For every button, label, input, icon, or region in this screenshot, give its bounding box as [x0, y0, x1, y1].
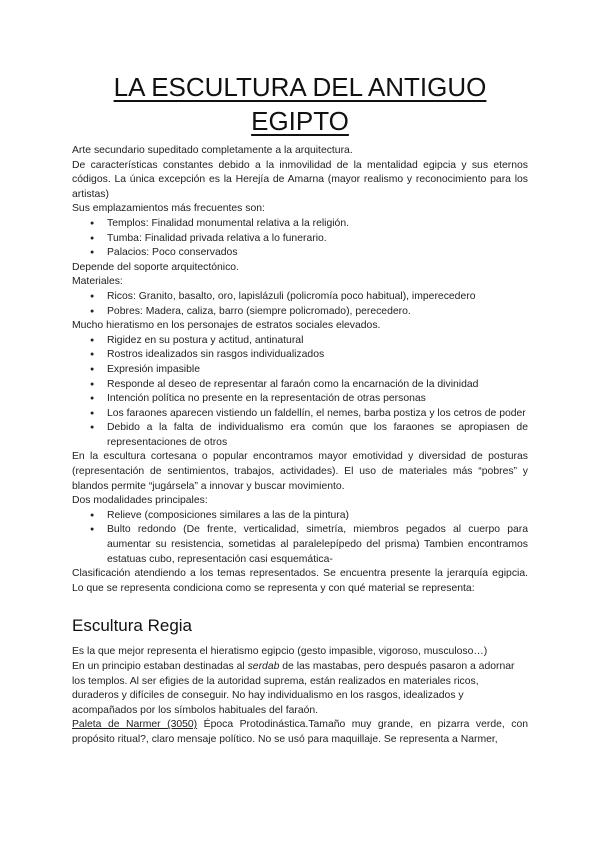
modalidades-list: [72, 509, 528, 567]
clasificacion-paragraph: Clasificación atendiendo a los temas representados. Se encuentra presente la jerarquía egipcia. Lo que se representa condiciona como se representa y con qué material se representa:: [72, 568, 528, 594]
text-span: de las mastabas, pero después pasaron a adornar los templos. Al ser efigies de la autoridad suprema, están realizados en materiales ricos, duraderos y difíciles de conseguir. No hay individualismo en los rasgos, idealizados y acompañados por los símbolos habituales del faraón.: [72, 661, 515, 716]
document-page: [72, 70, 528, 748]
paleta-paragraph: [72, 718, 528, 747]
materiales-label: Materiales:: [72, 276, 123, 288]
intro-paragraph: Arte secundario supeditado completamente a la arquitectura.: [72, 145, 353, 156]
cortesana-paragraph: En la escultura cortesana o popular encontramos mayor emotividad y diversidad de posturas (representación de sentimientos, trabajos, actividades). El uso de materiales más “pobres” y blandos permite “jugársela” a innovar y buscar movimiento.: [72, 451, 528, 492]
document-title: LA ESCULTURA DEL ANTIGUO EGIPTO: [113, 72, 487, 136]
text-span: En un principio estaban destinadas al: [72, 661, 248, 672]
materiales-list: [72, 290, 528, 319]
hieratismo-list: [72, 334, 528, 451]
list-item: ● Debido a la falta de individualismo era común que los faraones se apropiasen de representaciones de otros: [107, 421, 528, 450]
list-item: ● Pobres: Madera, caliza, barro (siempre policromado), perecedero.: [107, 305, 528, 320]
list-item: ● Expresión impasible: [107, 363, 528, 378]
list-item: ● Tumba: Finalidad privada relativa a lo funerario.: [107, 232, 528, 247]
list-item: ● Intención política no presente en la representación de otras personas: [107, 392, 528, 407]
hieratismo-label: Mucho hieratismo en los personajes de estratos sociales elevados.: [72, 320, 381, 332]
emplazamientos-list: [72, 217, 528, 261]
intro-paragraph: De características constantes debido a la inmovilidad de la mentalidad egipcia y sus eternos códigos. La única excepción es la Herejía de Amarna (mayor realismo y reconocimiento para los artistas): [72, 159, 528, 200]
list-item: ● Palacios: Poco conservados: [107, 246, 528, 261]
list-item: ● Los faraones aparecen vistiendo un faldellín, el nemes, barba postiza y los cetros de poder: [107, 407, 528, 422]
list-item: ● Responde al deseo de representar al faraón como la encarnación de la divinidad: [107, 378, 528, 393]
regia-paragraph: Es la que mejor representa el hieratismo egipcio (gesto impasible, vigoroso, musculoso…): [72, 646, 488, 658]
text-span: Época Protodinástica.Tamaño muy grande, en pizarra verde, con propósito ritual?, claro mensaje político. No se usó para maquillaje. Se representa a Narmer,: [72, 719, 529, 745]
list-item: ● Bulto redondo (De frente, verticalidad, simetría, miembros pegados al cuerpo para aumentar su resistencia, sometidas al paralelepípedo del prisma) Tambien encontramos estatuas cubo, representación casi esquemática-: [107, 523, 528, 567]
soporte-paragraph: Depende del soporte arquitectónico.: [72, 261, 239, 273]
regia-paragraph: [72, 660, 528, 718]
list-item: ● Relieve (composiciones similares a las de la pintura): [107, 509, 528, 524]
serdab-term: serdab: [247, 661, 280, 672]
emplazamientos-label: Sus emplazamientos más frecuentes son:: [72, 203, 265, 215]
list-item: ● Rigidez en su postura y actitud, antinatural: [107, 334, 528, 349]
paleta-de-narmer-link[interactable]: Paleta de Narmer (3050): [72, 719, 198, 731]
modalidades-label: Dos modalidades principales:: [72, 495, 208, 507]
section-heading-regia: Escultura Regia: [72, 616, 193, 636]
list-item: ● Templos: Finalidad monumental relativa a la religión.: [107, 217, 528, 232]
list-item: ● Ricos: Granito, basalto, oro, lapislázuli (policromía poco habitual), imperecedero: [107, 290, 528, 305]
list-item: ● Rostros idealizados sin rasgos individualizados: [107, 348, 528, 363]
